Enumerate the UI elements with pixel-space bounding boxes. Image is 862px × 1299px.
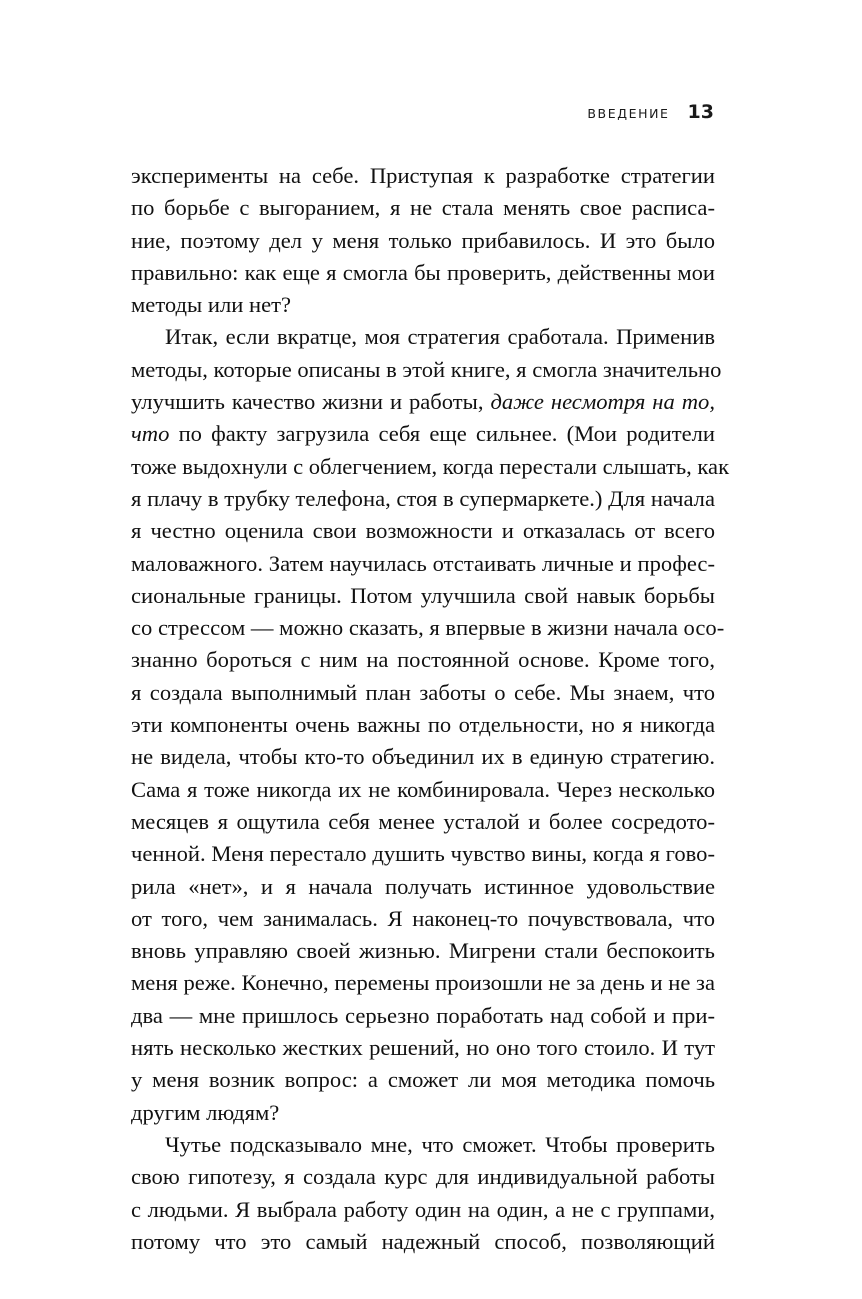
text-line: потому что это самый надежный способ, позволяющий [131, 1228, 715, 1254]
page-number: 13 [687, 101, 714, 123]
text-line: вновь управляю своей жизнью. Мигрени стали беспокоить [131, 938, 715, 964]
text-segment: улучшить качество жизни и работы, [131, 389, 491, 415]
text-line: знанно бороться с ним на постоянной основе. Кроме того, [131, 647, 715, 673]
text-line: по борьбе с выгоранием, я не стала менять свое расписа- [131, 195, 715, 221]
emphasis-text: что [131, 421, 170, 447]
text-line: сиональные границы. Потом улучшила свой навык борьбы [131, 582, 715, 608]
body-text [131, 160, 730, 1258]
text-line: методы, которые описаны в этой книге, я смогла значительно [131, 356, 722, 382]
text-line: свою гипотезу, я создала курс для индивидуальной работы [131, 1164, 715, 1190]
text-line: рила «нет», и я начала получать истинное удовольствие [131, 873, 715, 899]
text-line: месяцев я ощутила себя менее усталой и более сосредото- [131, 808, 715, 834]
text-line: маловажного. Затем научилась отстаивать личные и профес- [131, 550, 715, 576]
text-line: эти компоненты очень важны по отдельности, но я никогда [131, 712, 715, 738]
text-line: от того, чем занималась. Я наконец-то почувствовала, что [131, 905, 715, 931]
emphasis-text: даже несмотря на то, [490, 389, 716, 415]
text-line: Чутье подсказывало мне, что сможет. Чтобы проверить [165, 1131, 715, 1157]
text-line: нять несколько жестких решений, но оно того стоило. И тут [131, 1035, 715, 1061]
text-line: ние, поэтому дел у меня только прибавилось. И это было [131, 227, 715, 253]
text-line: с людьми. Я выбрала работу один на один, а не с группами, [131, 1196, 715, 1222]
text-line: не видела, чтобы кто-то объединил их в единую стратегию. [131, 744, 715, 770]
text-line: эксперименты на себе. Приступая к разработке стратегии [131, 163, 715, 188]
text-line: со стрессом — можно сказать, я впервые в жизни начала осо- [131, 615, 725, 641]
text-line: правильно: как еще я смогла бы проверить, действенны мои [131, 259, 715, 285]
text-line: другим людям? [131, 1099, 280, 1125]
text-line: тоже выдохнули с облегчением, когда перестали слышать, как [131, 453, 730, 479]
text-line: Сама я тоже никогда их не комбинировала. Через несколько [131, 776, 715, 802]
text-line [131, 386, 715, 418]
running-header [587, 101, 714, 123]
text-line: меня реже. Конечно, перемены произошли не за день и не за [131, 970, 715, 996]
text-line: методы или нет? [131, 292, 291, 318]
text-line: Итак, если вкратце, моя стратегия сработала. Применив [165, 324, 715, 350]
section-title: ВВЕДЕНИЕ [587, 106, 670, 121]
text-line [131, 418, 715, 450]
text-segment: по факту загрузила себя еще сильнее. (Мои родители [169, 421, 715, 447]
text-line: я плачу в трубку телефона, стоя в супермаркете.) Для начала [131, 485, 715, 511]
text-line: я создала выполнимый план заботы о себе. Мы знаем, что [131, 679, 715, 705]
text-line: два — мне пришлось серьезно поработать над собой и при- [131, 1002, 715, 1028]
text-line: ченной. Меня перестало душить чувство вины, когда я гово- [131, 841, 715, 867]
text-line: я честно оценила свои возможности и отказалась от всего [131, 518, 715, 544]
text-line: у меня возник вопрос: а сможет ли моя методика помочь [131, 1067, 715, 1093]
